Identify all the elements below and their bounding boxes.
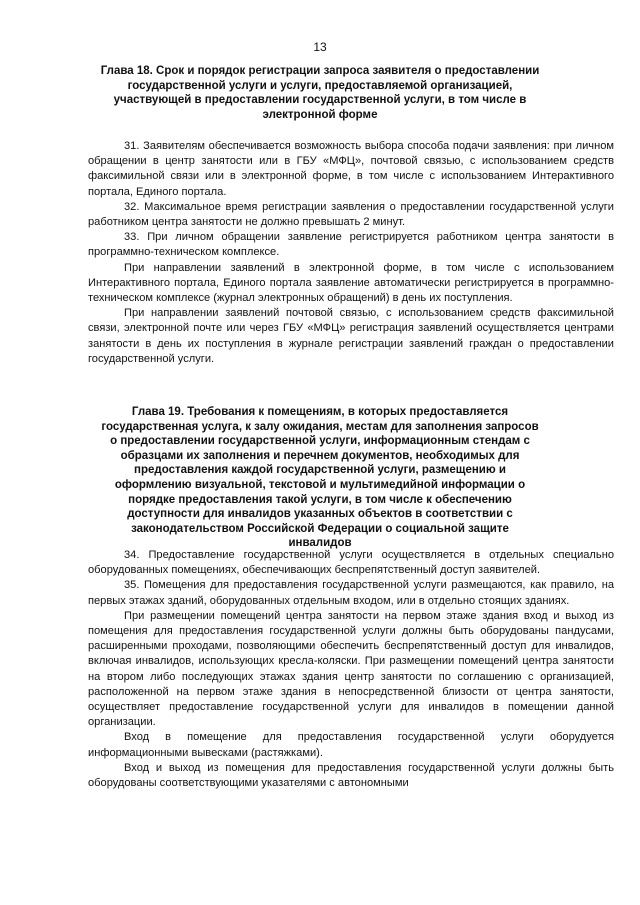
page-number: 13 bbox=[313, 40, 327, 54]
chapter-19-body bbox=[88, 548, 614, 791]
paragraph-34: 34. Предоставление государственной услуги осуществляется в отдельных специально оборудованных помещениях, обеспечивающих беспрепятственный доступ заявителей. bbox=[88, 549, 614, 577]
paragraph-35-signage: Вход в помещение для предоставления государственной услуги оборудуется информационными вывесками (растяжками). bbox=[88, 731, 614, 759]
paragraph-31: 31. Заявителям обеспечивается возможность выбора способа подачи заявления: при личном обращении в центр занятости или в ГБУ «МФЦ», почтовой связью, с использованием средств факсимильной связи или в электронной форме, в том числе с использованием Интерактивного портала, Единого портала. bbox=[88, 140, 614, 198]
chapter-18-body bbox=[88, 139, 614, 367]
paragraph-35-entrance: Вход и выход из помещения для предоставления государственной услуги должны быть оборудованы соответствующими указателями с автономными bbox=[88, 761, 614, 790]
paragraph-33-postal: При направлении заявлений почтовой связью, с использованием средств факсимильной связи, электронной почте или через ГБУ «МФЦ» регистрация заявлений осуществляется центрами занятости в день их поступления в журнале регистрации заявлений граждан о предоставлении государственной услуги. bbox=[88, 307, 614, 365]
paragraph-32: 32. Максимальное время регистрации заявления о предоставлении государственной услуги работником центра занятости не должно превышать 2 минут. bbox=[88, 200, 614, 229]
paragraph-33-electronic: При направлении заявлений в электронной форме, в том числе с использованием Интерактивного портала, Единого портала заявление автоматически регистрируется в программно-техническом комплексе (журнал электронных обращений) в день их поступления. bbox=[88, 261, 614, 305]
paragraph-35-first-floor: При размещении помещений центра занятости на первом этаже здания вход и выход из помещения для предоставления государственной услуги должны быть оборудованы пандусами, расширенными проходами, позволяющими обеспечить беспрепятственный доступ для инвалидов, включая инвалидов, использующих кресла-коляски. При размещении помещений центра занятости на втором либо последующих этажах здания центр занятости по соглашению с организацией, расположенной на первом этаже здания в непосредственной близости от центра занятости, осуществляет предоставление государственной услуги для инвалидов в помещении данной организации. bbox=[88, 609, 614, 729]
chapter-19-heading: Глава 19. Требования к помещениям, в которых предоставляется государственная услуга, к залу ожидания, местам для заполнения запросов о предоставлении государственной услуги, информационным стендам с образцами их заполнения и перечнем документов, необходимых для предоставления каждой государственной услуги, размещению и оформлению визуальной, текстовой и мультимедийной информации о порядке предоставления такой услуги, в том числе к обеспечению доступности для инвалидов указанных объектов в соответствии с законодательством Российской Федерации о социальной защите инвалидов bbox=[101, 406, 539, 550]
paragraph-33: 33. При личном обращении заявление регистрируется работником центра занятости в программно-техническом комплексе. bbox=[88, 231, 614, 259]
chapter-18-heading: Глава 18. Срок и порядок регистрации запроса заявителя о предоставлении государственной услуги и услуги, предоставляемой организацией, участвующей в предоставлении государственной услуги, в том числе в электронной форме bbox=[100, 65, 540, 121]
paragraph-35: 35. Помещения для предоставления государственной услуги размещаются, как правило, на первых этажах зданий, оборудованных отдельным входом, или в отдельно стоящих зданиях. bbox=[88, 579, 614, 607]
